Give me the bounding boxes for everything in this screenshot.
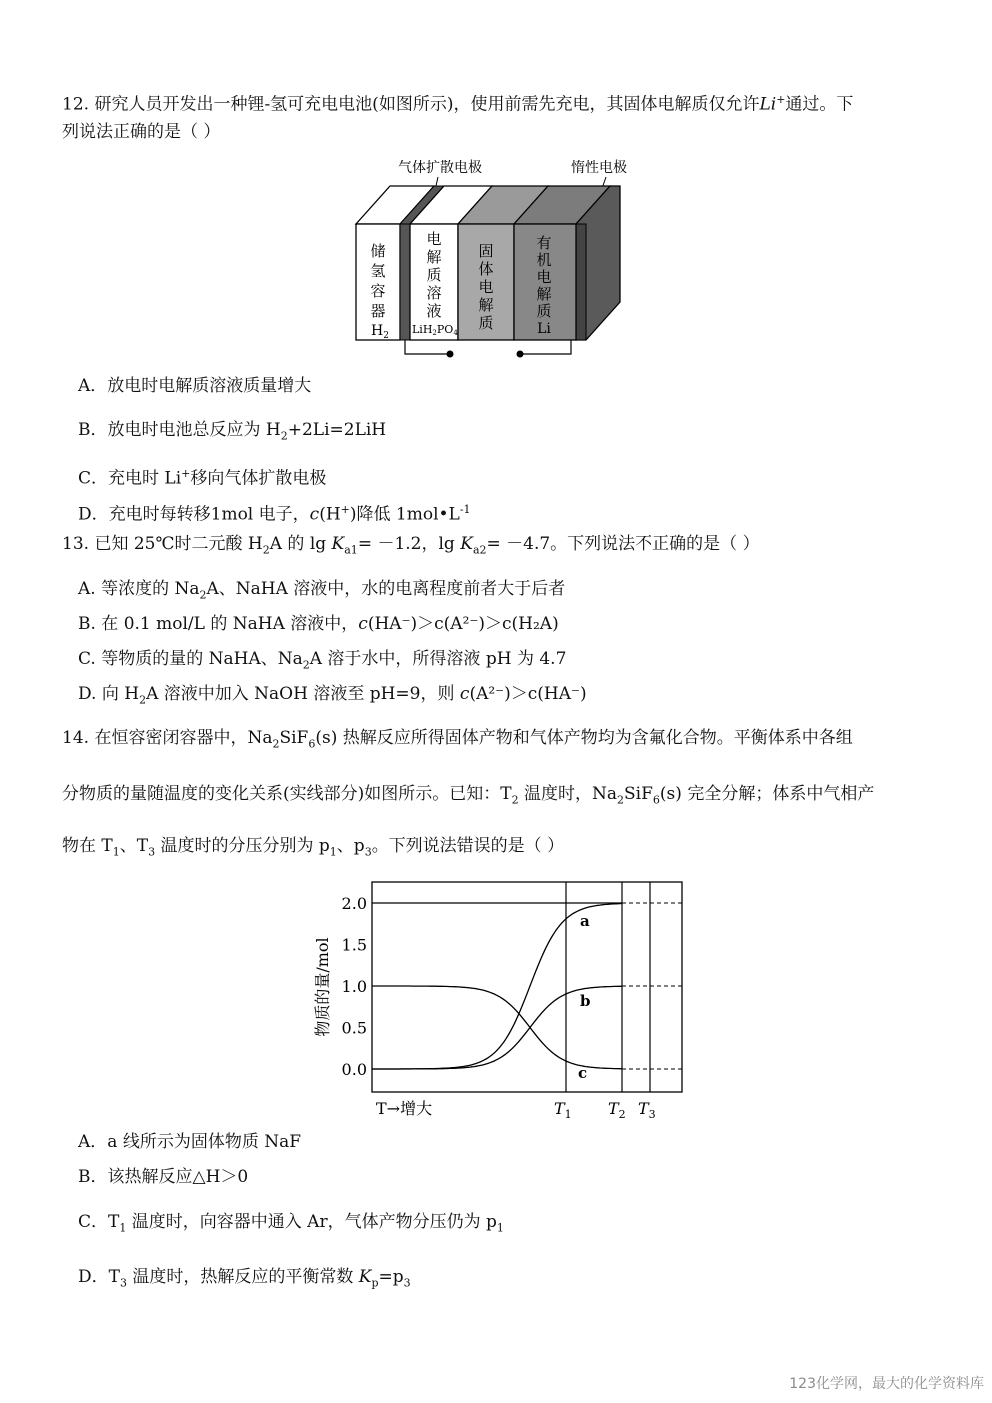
box1-char-2: 容 bbox=[370, 282, 386, 300]
q12-option-a: A．放电时电解质溶液质量增大 bbox=[78, 376, 312, 396]
q14-option-b: B．该热解反应△H＞0 bbox=[78, 1167, 249, 1187]
series-label-c: c bbox=[578, 1064, 588, 1082]
box3-char-0: 固 bbox=[478, 242, 494, 260]
amount-vs-temperature-chart bbox=[300, 872, 700, 1127]
y-tick-label: 0.5 bbox=[341, 1018, 367, 1038]
q13-option-a: A. 等浓度的 $Na_2A$、NaHA 溶液中，水的电离程度前者大于后者 bbox=[78, 579, 566, 602]
x-mark-t1: $T_1$ bbox=[554, 1099, 572, 1121]
q14-stem-line2: 分物质的量随温度的变化关系(实线部分)如图所示。已知：$T_2$ 温度时，$Na_2SiF_6(s)$ 完全分解；体系中气相产 bbox=[62, 784, 875, 807]
x-mark-t3: $T_3$ bbox=[638, 1099, 656, 1121]
box1-char-0: 储 bbox=[370, 242, 386, 260]
q12-ion: Li bbox=[759, 94, 777, 115]
label-inert-electrode: 惰性电极 bbox=[571, 160, 627, 176]
y-tick-label: 2.0 bbox=[341, 894, 367, 913]
x-axis-label: T→增大 bbox=[376, 1099, 433, 1118]
label-gas-electrode: 气体扩散电极 bbox=[398, 160, 482, 176]
box4-char-4: 质 bbox=[536, 302, 552, 320]
box1-char-1: 氢 bbox=[370, 262, 386, 280]
y-tick-label: 0.0 bbox=[341, 1060, 367, 1079]
q12-stem-line2: 列说法正确的是（ ） bbox=[62, 122, 221, 142]
box3-char-1: 体 bbox=[478, 260, 494, 278]
q14-option-c: C．$T_1$ 温度时，向容器中通入 Ar，气体产物分压仍为 $p_1$ bbox=[78, 1212, 504, 1235]
q12-option-b: B．放电时电池总反应为 $H_2+2Li=2LiH$ bbox=[78, 420, 387, 443]
q13-stem: 13. 已知 25℃时二元酸 $H_2A$ 的 $\lg K_{a1}= -1.2$，$\lg K_{a2}= -4.7$。下列说法不正确的是（ ） bbox=[62, 534, 760, 557]
q14-stem-line1: 14. 在恒容密闭容器中，$Na_2SiF_6(s)$ 热解反应所得固体产物和气体产物均为含氟化合物。平衡体系中各组 bbox=[62, 728, 853, 751]
box4-char-2: 电 bbox=[536, 268, 552, 286]
q14-option-d: D．$T_3$ 温度时，热解反应的平衡常数 $K_p=p_3$ bbox=[78, 1267, 411, 1290]
series-label-a: a bbox=[580, 912, 590, 930]
box4-char-1: 机 bbox=[536, 251, 552, 269]
q13-option-d: D. 向 $H_2A$ 溶液中加入 NaOH 溶液至 pH=9，则 c(A²⁻)＞c(HA⁻) bbox=[78, 684, 587, 707]
box2-char-4: 液 bbox=[426, 302, 442, 320]
q13-option-c: C. 等物质的量的 NaHA、$Na_2A$ 溶于水中，所得溶液 pH 为 4.7 bbox=[78, 649, 567, 672]
q12-option-c: C．充电时 Li+移向气体扩散电极 bbox=[78, 467, 327, 489]
box1-formula: $H_2$ bbox=[371, 323, 389, 341]
plot-frame bbox=[372, 882, 682, 1092]
box4-formula: Li bbox=[537, 321, 551, 337]
battery-diagram bbox=[350, 152, 640, 367]
watermark: 123化学网，最大的化学资料库 bbox=[789, 1376, 984, 1392]
q14-option-a: A．a 线所示为固体物质 NaF bbox=[78, 1132, 302, 1152]
box2-char-3: 溶 bbox=[426, 284, 442, 302]
q12-stem-line1: 12. 研究人员开发出一种锂-氢可充电电池(如图所示)，使用前需先充电，其固体电解质仅允许Li+通过。下 bbox=[62, 93, 854, 115]
box4-char-0: 有 bbox=[536, 234, 552, 252]
box1-char-3: 器 bbox=[370, 302, 386, 320]
series-label-b: b bbox=[580, 992, 591, 1010]
y-tick-label: 1.0 bbox=[341, 977, 367, 996]
q14-stem-line3: 物在 $T_1$、$T_3$ 温度时的分压分别为 $p_1$、$p_3$。下列说法错误的是（ ） bbox=[62, 836, 565, 859]
box3-char-4: 质 bbox=[478, 314, 494, 332]
q13-option-b: B. 在 0.1 mol/L 的 NaHA 溶液中，c(HA⁻)＞c(A²⁻)＞c(H₂A) bbox=[78, 614, 559, 634]
q12-option-d: D．充电时每转移1mol 电子，c(H+)降低 $1mol•L^{-1}$ bbox=[78, 503, 471, 525]
box2-char-2: 质 bbox=[426, 266, 442, 284]
y-tick-label: 1.5 bbox=[341, 935, 367, 955]
box3-char-2: 电 bbox=[478, 278, 494, 296]
box4-char-3: 解 bbox=[536, 285, 552, 303]
box2-formula: LiH2PO4 bbox=[412, 323, 458, 337]
box2-char-1: 解 bbox=[426, 248, 442, 266]
box2-char-0: 电 bbox=[426, 230, 442, 248]
q12-stem-text: 12. 研究人员开发出一种锂-氢可充电电池(如图所示)，使用前需先充电，其固体电解质仅允许 bbox=[62, 94, 760, 115]
q12-stem-tail: 通过。下 bbox=[785, 94, 854, 115]
y-axis-label: 物质的量/mol bbox=[313, 937, 332, 1037]
box3-char-3: 解 bbox=[478, 296, 494, 314]
x-mark-t2: $T_2$ bbox=[608, 1099, 626, 1121]
